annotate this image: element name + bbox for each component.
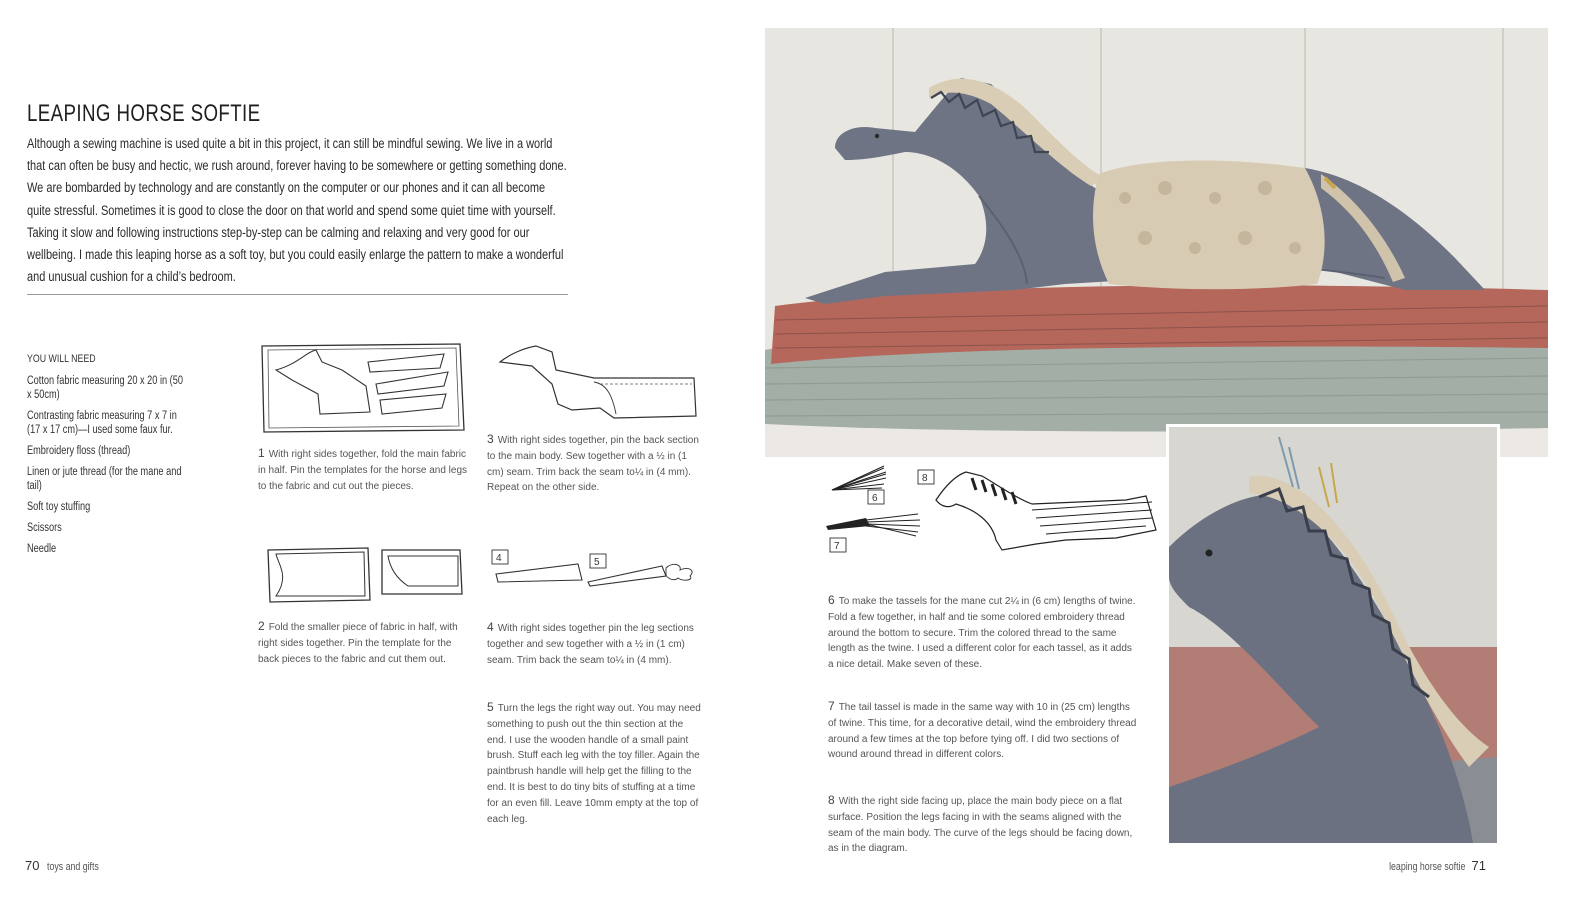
folio-left [25, 858, 112, 873]
section-name: leaping horse softie [1389, 861, 1466, 873]
step-5 [487, 700, 702, 827]
diagram-step-2 [264, 546, 468, 604]
material-item: Cotton fabric measuring 20 x 20 in (50 x 50cm) [27, 375, 183, 401]
step-number: 3 [487, 432, 494, 446]
step-text: With right sides together pin the leg sections together and sew together with a ½ in (1 cm) seam. Trim back the seam to¼ in (4 mm). [487, 623, 694, 666]
material-item: Soft toy stuffing [27, 501, 91, 513]
step-7 [828, 699, 1138, 763]
right-page [780, 0, 1586, 915]
material-item: Needle [27, 543, 57, 555]
material-item: Scissors [27, 522, 62, 534]
material-item: Embroidery floss (thread) [27, 445, 131, 457]
intro-paragraph: Although a sewing machine is used quite a bit in this project, it can still be mindful sewing. We live in a world that can often be busy and hectic, we rush around, forever having to be somewhere or getting something done. We are bombarded by technology and are constantly on the computer or our phones and it can all become quite stressful. Sometimes it is good to close the door on that world and spend some quiet time with yourself. Taking it slow and following instructions step-by-step can be calming and relaxing and very good for our wellbeing. I made this leaping horse as a soft toy, but you could easily enlarge the pattern to make a wonderful and unusual cushion for a child’s bedroom. [27, 136, 567, 286]
section-name: toys and gifts [47, 861, 100, 873]
diagram-label-4: 4 [496, 553, 502, 564]
diagram-label-6: 6 [872, 493, 878, 504]
step-number: 5 [487, 700, 494, 714]
step-text: Fold the smaller piece of fabric in half, with right sides together. Pin the template for the back pieces to the fabric and cut them out. [258, 622, 458, 665]
step-text: With right sides together, pin the back section to the main body. Sew together with a ½ in (1 cm) seam. Trim back the seam to¼ in (4 mm). Repeat on the other side. [487, 435, 699, 494]
step-2 [258, 619, 473, 667]
step-number: 2 [258, 619, 265, 633]
material-item: Contrasting fabric measuring 7 x 7 in (17 x 17 cm)—I used some faux fur. [27, 410, 177, 436]
step-number: 1 [258, 446, 265, 460]
you-will-need-heading: YOU WILL NEED [27, 353, 96, 365]
material-item: Linen or jute thread (for the mane and tail) [27, 466, 182, 492]
step-text: With right sides together, fold the main fabric in half. Pin the templates for the horse and legs to the fabric and cut out the pieces. [258, 449, 468, 492]
step-number: 8 [828, 793, 835, 807]
step-text: With the right side facing up, place the main body piece on a flat surface. Position the legs facing in with the seams aligned with the seam of the main body. The curve of the legs should be facing down, as in the diagram. [828, 796, 1133, 855]
step-number: 7 [828, 699, 835, 713]
diagram-step-3 [496, 344, 706, 424]
step-text: Turn the legs the right way out. You may need something to push out the thin section at the end. I use the wooden handle of a small paint brush. Stuff each leg with the toy filler. Again the paintbrush handle will help get the filling to the end. It is best to do tiny bits of stuffing at a time for an even fill. Leave 10mm empty at the top of each leg. [487, 703, 701, 825]
page-number: 70 [25, 858, 40, 873]
title-divider [27, 294, 568, 295]
diagram-label-8: 8 [922, 473, 928, 484]
page-number: 71 [1471, 858, 1486, 873]
step-6 [828, 593, 1138, 673]
folio-right [1370, 858, 1486, 873]
diagram-step-6-7-8 [826, 460, 1166, 560]
page-title: LEAPING HORSE SOFTIE [27, 100, 261, 127]
diagram-label-7: 7 [834, 541, 840, 552]
step-number: 6 [828, 593, 835, 607]
step-text: To make the tassels for the mane cut 2¼ in (6 cm) lengths of twine. Fold a few together, in half and tie some colored embroidery thread around the bottom to secure. Trim the colored thread to the same length as the twine. I used a different color for each tassel, as it adds a nice detail. Make seven of these. [828, 596, 1136, 671]
diagram-step-1 [258, 342, 468, 434]
step-text: The tail tassel is made in the same way with 10 in (25 cm) lengths of twine. This time, for a decorative detail, wind the embroidery thread around a few times at the top before tying off. I did two sections of wound around thread in different colors. [828, 702, 1137, 761]
step-1 [258, 446, 473, 494]
step-4 [487, 620, 702, 668]
materials-list [27, 374, 237, 556]
step-number: 4 [487, 620, 494, 634]
step-3 [487, 432, 702, 496]
step-8 [828, 793, 1138, 857]
diagram-label-5: 5 [594, 557, 600, 568]
left-page [0, 0, 780, 915]
you-will-need [27, 353, 237, 563]
diagram-step-4-5 [490, 548, 706, 592]
